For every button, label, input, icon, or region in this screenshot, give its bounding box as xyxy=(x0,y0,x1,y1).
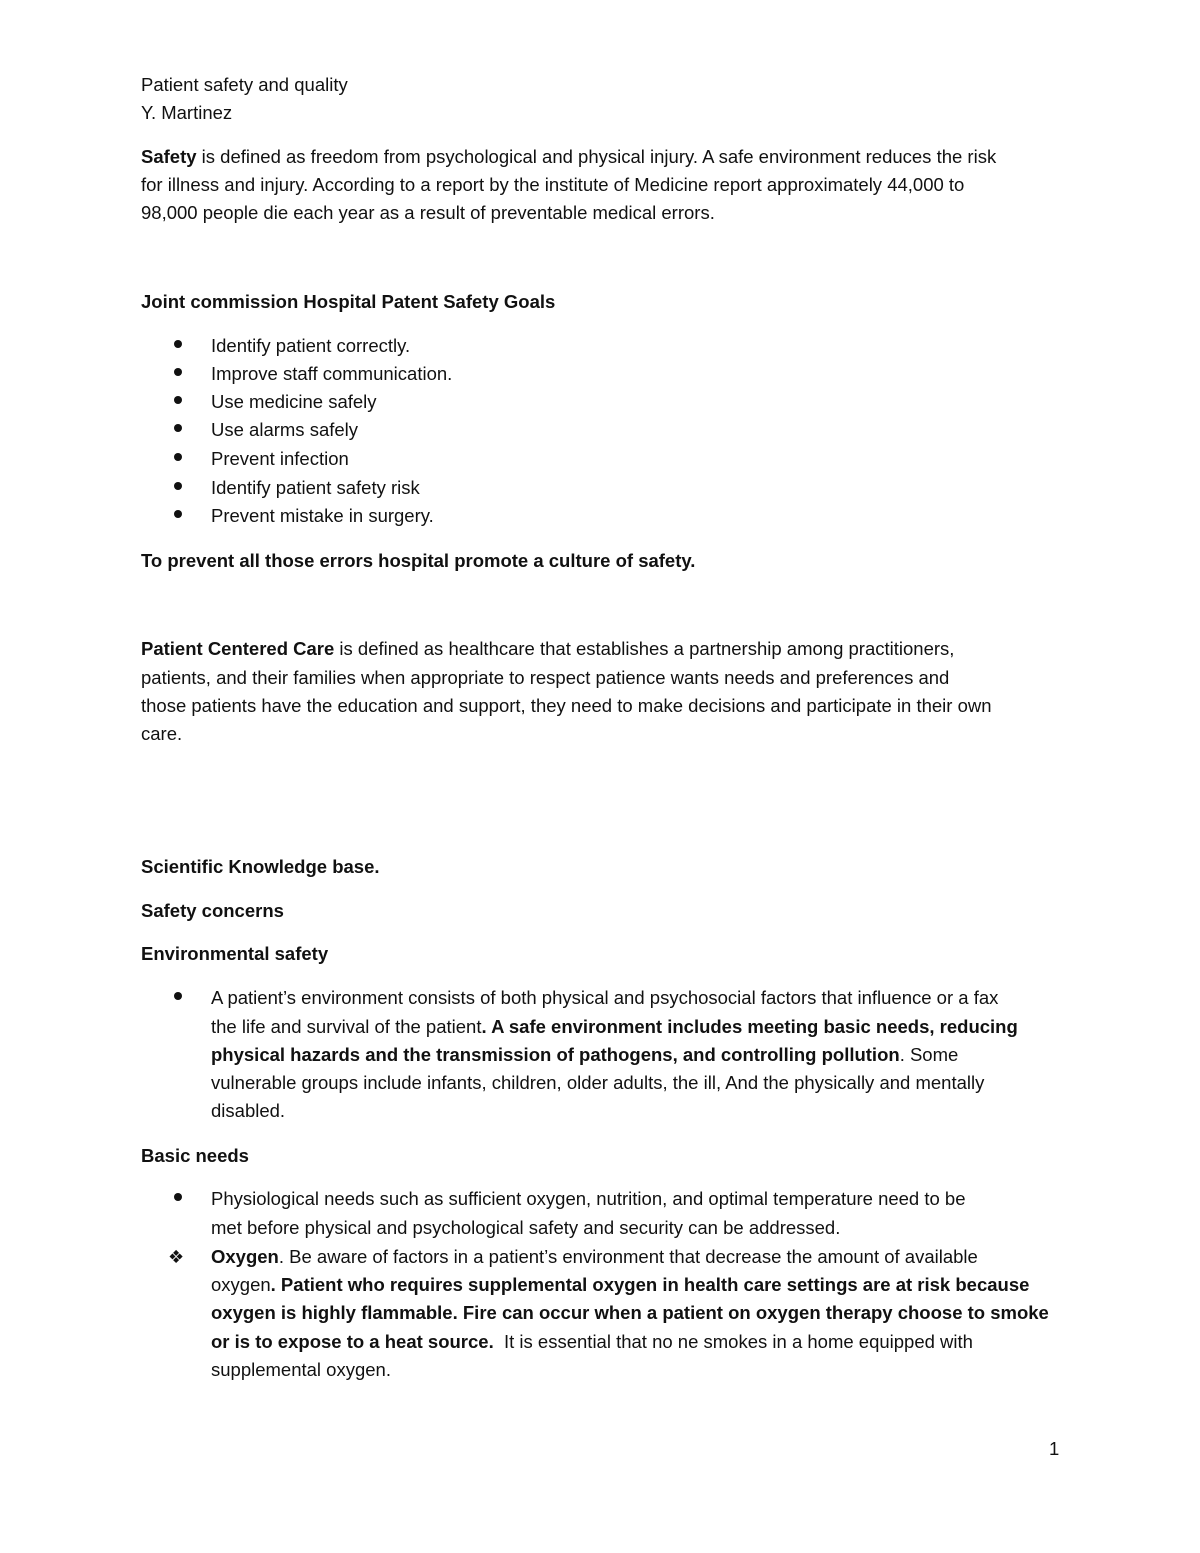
goal-item: Use medicine safely xyxy=(211,391,377,412)
oxygen-line-2 xyxy=(211,1273,1029,1297)
environmental-safety-heading: Environmental safety xyxy=(141,943,329,964)
pcc-line-3: those patients have the education and support, they need to make decisions and participate in their own xyxy=(141,695,992,716)
goal-item: Prevent mistake in surgery. xyxy=(211,505,434,526)
goal-item: Identify patient safety risk xyxy=(211,477,420,498)
page-number: 1 xyxy=(1049,1438,1060,1459)
bullet-icon xyxy=(174,992,182,1000)
goal-item: Identify patient correctly. xyxy=(211,335,411,356)
bullet-icon xyxy=(174,396,182,404)
physiological-line-2: met before physical and psychological safety and security can be addressed. xyxy=(211,1217,841,1238)
goal-item: Improve staff communication. xyxy=(211,363,453,384)
goals-heading: Joint commission Hospital Patent Safety Goals xyxy=(141,291,556,312)
knowledge-heading: Scientific Knowledge base. xyxy=(141,856,380,877)
safety-paragraph-line-2: for illness and injury. According to a report by the institute of Medicine report approximately 44,000 to xyxy=(141,174,965,195)
bullet-icon xyxy=(174,368,182,376)
oxygen-line-4 xyxy=(211,1330,973,1354)
oxygen-line-4-plain: It is essential that no ne smokes in a home equipped with xyxy=(493,1331,973,1352)
oxygen-line-4-bold: or is to expose to a heat source. xyxy=(211,1331,494,1352)
oxygen-line-5: supplemental oxygen. xyxy=(211,1359,391,1380)
env-line-1: A patient’s environment consists of both physical and psychosocial factors that influence or a fax xyxy=(211,987,999,1008)
pcc-term: Patient Centered Care xyxy=(141,638,335,659)
env-line-2-plain: the life and survival of the patient xyxy=(211,1016,482,1037)
oxygen-line-1-rest: . Be aware of factors in a patient’s environment that decrease the amount of available xyxy=(278,1246,978,1267)
env-line-3-plain: . Some xyxy=(899,1044,959,1065)
oxygen-line-1 xyxy=(211,1245,978,1269)
physiological-line-1: Physiological needs such as sufficient oxygen, nutrition, and optimal temperature need to be xyxy=(211,1188,966,1209)
bullet-icon xyxy=(174,1193,182,1201)
pcc-line-4: care. xyxy=(141,723,183,744)
safety-concerns-heading: Safety concerns xyxy=(141,900,284,921)
safety-paragraph-line-3: 98,000 people die each year as a result of preventable medical errors. xyxy=(141,202,715,223)
bullet-icon xyxy=(174,340,182,348)
document-author: Y. Martinez xyxy=(141,102,233,123)
env-line-4: vulnerable groups include infants, children, older adults, the ill, And the physically and mentally xyxy=(211,1072,985,1093)
env-line-2-bold: . A safe environment includes meeting basic needs, reducing xyxy=(481,1016,1018,1037)
oxygen-line-2-bold: . Patient who requires supplemental oxygen in health care settings are at risk because xyxy=(270,1274,1030,1295)
env-line-2 xyxy=(211,1015,1018,1039)
document-title: Patient safety and quality xyxy=(141,74,348,95)
goal-item: Prevent infection xyxy=(211,448,349,469)
oxygen-line-3: oxygen is highly flammable. Fire can occur when a patient on oxygen therapy choose to smoke xyxy=(211,1302,1049,1323)
oxygen-line-2-plain: oxygen xyxy=(211,1274,271,1295)
basic-needs-heading: Basic needs xyxy=(141,1145,249,1166)
safety-definition: is defined as freedom from psychological and physical injury. A safe environment reduces the risk xyxy=(196,146,997,167)
bullet-icon xyxy=(174,424,182,432)
oxygen-term: Oxygen xyxy=(211,1246,279,1267)
pcc-line-1 xyxy=(141,637,954,661)
env-line-5: disabled. xyxy=(211,1100,286,1121)
bullet-icon xyxy=(174,453,182,461)
safety-paragraph-line-1 xyxy=(141,145,996,169)
bullet-icon xyxy=(174,510,182,518)
diamond-bullet-icon: ❖ xyxy=(168,1247,185,1267)
safety-term: Safety xyxy=(141,146,197,167)
goal-item: Use alarms safely xyxy=(211,419,359,440)
env-line-3-bold: physical hazards and the transmission of pathogens, and controlling pollution xyxy=(211,1044,900,1065)
pcc-line-2: patients, and their families when appropriate to respect patience wants needs and preferences and xyxy=(141,667,950,688)
pcc-definition: is defined as healthcare that establishes a partnership among practitioners, xyxy=(334,638,955,659)
env-line-3 xyxy=(211,1043,958,1067)
bullet-icon xyxy=(174,482,182,490)
goals-closing: To prevent all those errors hospital promote a culture of safety. xyxy=(141,550,696,571)
